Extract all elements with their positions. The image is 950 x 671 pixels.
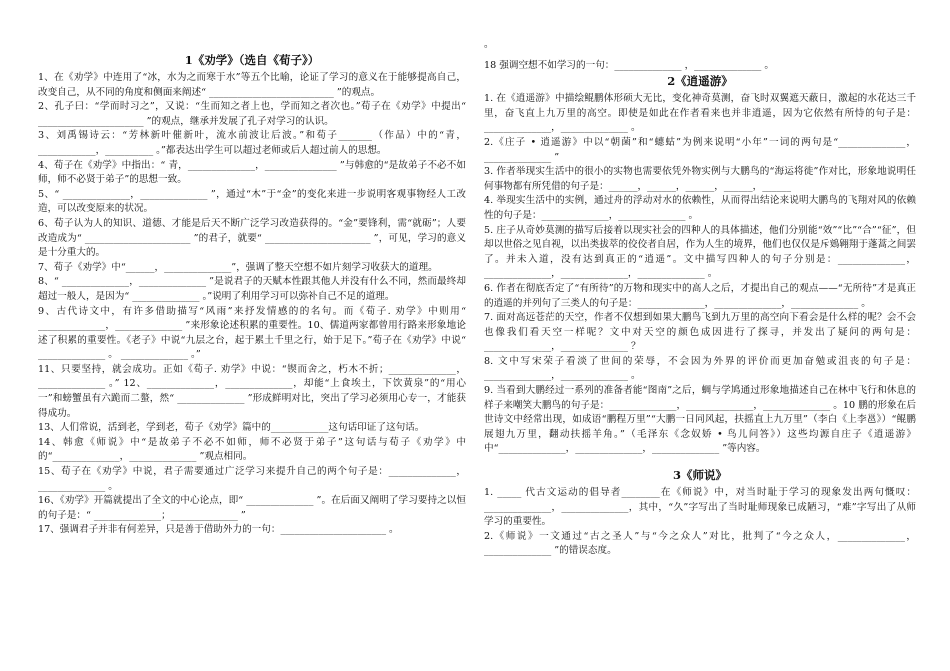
question-item: 13、人们常说，活到老，学到老，荀子《劝学》篇中的____________这句话印证了这句话。	[38, 422, 425, 434]
question-item: 14、韩愈《师说》中“是故弟子不必不如师，师不必贤于弟子”这句话与荀子《劝学》中的“______________，______________ ”观点相同。	[38, 436, 466, 463]
question-item: 8. 文中写宋荣子看淡了世间的荣辱，不会因为外界的评价而更加奋勉或沮丧的句子是：______________，______________ 。	[484, 355, 916, 382]
question-item: 5、“ ______________，______________ ”，通过“木”于“金”的变化来进一步说明客观事物经人工改造，可以改变原来的状况。	[38, 188, 466, 215]
question-item: 4. 举现实生活中的实例，通过舟的浮动对水的依赖性，从而得出结论来说明大鹏鸟的飞翔对风的依赖性的句子是：______________，______________ 。	[484, 195, 916, 221]
question-item: 5. 庄子从奇妙莫测的描写后接着以现实社会的四种人的具体描述，他们分别能“效”“比”“合”“征”，但却以世俗之见自视，以出类拔萃的佼佼者自居，作为人生的境界，他们也仅仅是斥鴳翱翔于蓬蒿之间罢了。并未入道，没有达到真正的“逍遥”。文中描写四种人的句子分别是：______________，______________，______________，______________ 。	[484, 224, 916, 280]
section-title-quanxue: 1《劝学》（选自《荀子》）	[184, 53, 320, 67]
question-item: 6、荀子认为人的知识、道德、才能是后天不断广泛学习改造获得的。“金”要锋利，需“就砺”；人要改造成为“ ______________________ ”的君子，就要“ ______________________ ”，可见，学习的意义是十分重大的。	[38, 217, 466, 259]
question-item: 18 强调空想不如学习的一句：______________ ，______________ 。	[484, 59, 774, 71]
left-column	[38, 52, 466, 538]
question-item: 4、荀子在《劝学》中指出：“ 青，______________，_______________ ”与韩愈的“是故弟子不必不如师，师不必贤于弟子”的思想一致。	[38, 159, 466, 186]
question-item: 8、“ ______________，______________ ”是说君子的天赋本性跟其他人并没有什么不同，然而最终却超过一般人，是因为“ ______________ 。”说明了利用学习可以弥补自己不足的道理。	[38, 276, 466, 302]
question-item: 1. 在《逍遥游》中描绘鲲鹏体形硕大无比，变化神奇莫测，奋飞时双翼遮天蔽日，激起的水花达三千里，奋飞直上九万里的高空。即使是如此在作者看来也并非逍遥，因为它依然有所恃的句子是：______________，______________ 。	[484, 93, 916, 134]
page-dot: 。	[484, 39, 494, 50]
question-item: 17、强调君子并非有何差异，只是善于借助外力的一句：______________________ 。	[38, 524, 399, 536]
question-item: 7. 面对高远苍茫的天空，作者不仅想到如果大鹏鸟飞到九万里的高空向下看会是什么样的呢？会不会也像我们看天空一样呢？文中对天空的颜色成因进行了探寻，并发出了疑问的两句是：______________，______________ ？	[484, 312, 916, 353]
question-item: 2、孔子曰：“学而时习之”，又说：“生而知之者上也，学而知之者次也。”荀子在《劝学》中提出“ ______________________ ”的观点，继承并发展了孔子对学习的认识。	[38, 101, 466, 127]
question-item: 9、古代诗文中，有许多借助描写“风雨”来抒发情感的的名句。而《荀子. 劝学》中则用“ ______________，______________ ”来形象论述积累的重要性。10、儒道两家都曾用行路来形象地论述了积累的重要性。《老子》中说“九层之台，起于累土千里之行，始于足下。”荀子在《劝学》中说“ ______________ 。 ______________ 。”	[38, 305, 466, 361]
right-column	[484, 38, 916, 559]
question-item: 1. _____ 代古文运动的倡导者________在《师说》中，对当时耻于学习的现象发出两句慨叹：______________，______________，其中，“久”字写出了当时耻师现象已成陋习，“难”字写出了从师学习的重要性。	[484, 487, 916, 528]
question-item: 2.《师说》一文通过“古之圣人”与“今之众人”对比，批判了“今之众人，______________，______________ ”的错误态度。	[484, 530, 916, 557]
question-item: 9. 当看到大鹏经过一系列的准备者能“图南”之后，蜩与学鸠通过形象地描述自己在林中飞行和休息的样子来嘲笑大鹏鸟的句子是：______________，______________，______________ 。10 鹏的形象在后世诗文中经常出现，如成语“鹏程万里”“大鹏一日同风起，扶摇直上九万里”（李白《上李邕》）“鲲鹏展翅九万里，翻动扶摇羊角。”（毛泽东《念奴娇 • 鸟儿问答》）这些均源自庄子《逍遥游》中“______________，______________，______________ ”等内容。	[484, 385, 916, 455]
section-title-shishuo: 3《师说》	[672, 468, 727, 483]
question-item: 16、《劝学》开篇就提出了全文的中心论点，即“ ______________ ”。在后面又阐明了学习要持之以恒的句子是：“ ______________；______________ ”	[38, 495, 466, 521]
question-item: 7、荀子《劝学》中“______，______________”，强调了整天空想不如片刻学习收获大的道理。	[38, 261, 438, 273]
question-item: 15、荀子在《劝学》中说，君子需要通过广泛学习来提升自己的两个句子是：______________，______________ 。	[38, 466, 466, 492]
question-item: 11、只要坚持，就会成功。正如《荀子. 劝学》中说：“锲而舍之，朽木不折；______________，______________ 。” 12、______________，______________，却能“上食埃土，下饮黄泉”的“用心一”和螃蟹虽有六跪而二螯，然“ ______________ ”形成鲜明对比，突出了学习必须用心专一，才能获得成功。	[38, 363, 466, 419]
section-title-xiaoyaoyou: 2《逍遥游》	[667, 74, 733, 89]
question-item: 6. 作者在彻底否定了“有所待”的万物和现实中的高人之后，才提出自己的观点——“无所待”才是真正的逍遥的并列句了三类人的句子是：______________，______________，______________ 。	[484, 282, 916, 309]
question-item: 3、刘禹锡诗云：“芳林新叶催新叶，流水前波让后波。”和荀子_______（作品）中的“青，____________，__________ 。”都表达出学生可以超过老师或后人超过前人的思想。	[38, 130, 466, 156]
question-item: 2.《庄子 • 逍遥游》中以“朝菌”和“蟪蛄”为例来说明“小年”一词的两句是“______________，______________ ”	[484, 136, 916, 163]
question-item: 1、在《劝学》中连用了“冰，水为之而寒于水”等五个比喻，论证了学习的意义在于能够提高自己，改变自己，从不同的角度和侧面来阐述“ __________________________ ”的观点。	[38, 72, 466, 98]
question-item: 3. 作者举现实生活中的很小的实物也需要依凭外物实例与大鹏鸟的“海运将徙”作对比，形象地说明任何事物都有所凭借的句子是：______，______，______，______，______	[484, 166, 916, 192]
